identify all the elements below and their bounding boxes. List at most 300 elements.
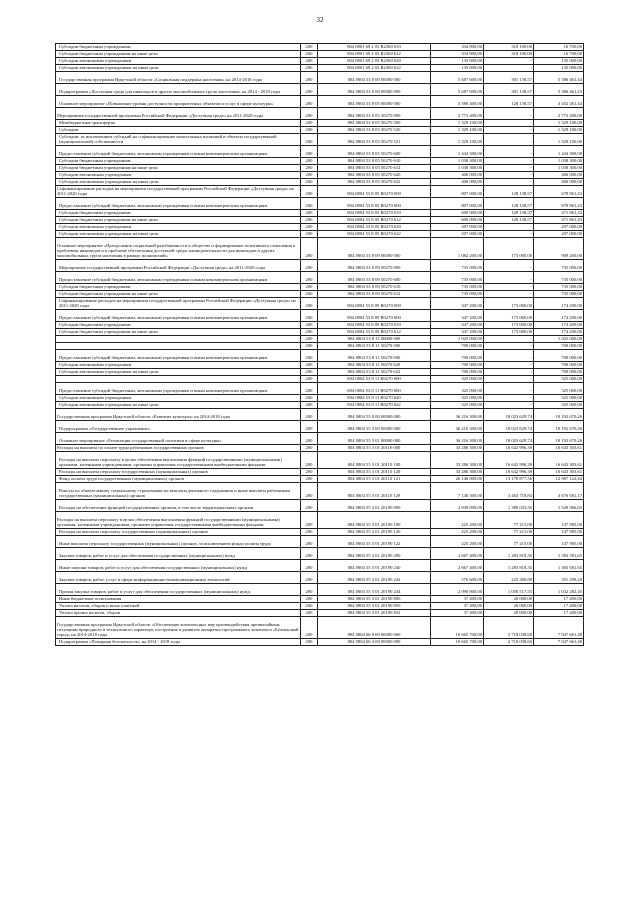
row-name-cell: Мероприятия государственной программы Российской Федерации «Доступная среда» на 2011-2020 годы: [56, 108, 301, 120]
row-remaining-amount-cell: 1 383 581,65: [534, 560, 584, 572]
row-remaining-amount-cell: 678 861,43: [534, 198, 584, 210]
row-code-cell: 200: [301, 639, 318, 646]
row-approved-amount-cell: 1 038 300,00: [431, 158, 484, 165]
row-code-cell: 200: [301, 179, 318, 186]
row-code-cell: 200: [301, 483, 318, 500]
row-classification-cell: 804 0804 53 8 09 R0270 600: [318, 310, 431, 322]
row-approved-amount-cell: 735 000,00: [431, 284, 484, 291]
row-classification-cell: 804 0804 53 8 05 50270 622: [318, 179, 431, 186]
row-executed-amount-cell: 13 178 877,56: [484, 476, 534, 483]
table-row: [56, 84, 584, 96]
row-classification-cell: 804 0801 69 2 03 R2360 612: [318, 51, 431, 58]
row-executed-amount-cell: 173 000,00: [484, 298, 534, 310]
table-row: [56, 44, 584, 51]
row-code-cell: 200: [301, 238, 318, 260]
row-remaining-amount-cell: 7 947 661,40: [534, 639, 584, 646]
row-approved-amount-cell: 600 000,00: [431, 210, 484, 217]
row-executed-amount-cell: 318 100,00: [484, 51, 534, 58]
table-row: [56, 383, 584, 395]
row-name-cell: Предоставление субсидий бюджетным, автономным учреждениям и иным некоммерческим организациям: [56, 350, 301, 362]
row-approved-amount-cell: 33 286 300,00: [431, 445, 484, 452]
row-code-cell: 200: [301, 58, 318, 65]
row-remaining-amount-cell: 678 861,43: [534, 186, 584, 198]
row-approved-amount-cell: 576 600,00: [431, 572, 484, 584]
row-name-cell: Субсидии бюджетным учреждениям: [56, 44, 301, 51]
row-remaining-amount-cell: 207 000,00: [534, 224, 584, 231]
table-row: [56, 291, 584, 298]
row-remaining-amount-cell: 3 676 581,17: [534, 483, 584, 500]
row-approved-amount-cell: 2 773 400,00: [431, 108, 484, 120]
row-name-cell: Основное мероприятие «Преодоление социальной разобщенности в обществе и формирование позитивного отношения к проблемам инвалидов и к проблеме обеспечения доступной среды жизнедеятельности для инвалидов и других маломобильных групп населения в рамках полномочий»: [56, 238, 301, 260]
row-name-cell: Мероприятия государственной программы Российской Федерации «Доступная среда» на 2011-2020 годы: [56, 260, 301, 272]
table-row: [56, 120, 584, 127]
row-approved-amount-cell: 5 687 600,00: [431, 72, 484, 84]
row-executed-amount-cell: -: [484, 120, 534, 127]
row-approved-amount-cell: 1 329 100,00: [431, 127, 484, 134]
row-name-cell: Предоставление субсидий бюджетным, автономным учреждениям и иным некоммерческим организациям: [56, 198, 301, 210]
row-classification-cell: 804 0804 53 8 05 R0270 600: [318, 198, 431, 210]
row-name-cell: Закупка товаров, работ и услуг для обеспечения государственных (муниципальных) нужд: [56, 548, 301, 560]
row-remaining-amount-cell: 351 299,20: [534, 572, 584, 584]
row-approved-amount-cell: 334 800,00: [431, 51, 484, 58]
row-executed-amount-cell: 301 138,57: [484, 72, 534, 84]
row-classification-cell: 804 0804 55 3 01 20190 852: [318, 610, 431, 617]
row-executed-amount-cell: -: [484, 383, 534, 395]
table-row: [56, 231, 584, 238]
row-approved-amount-cell: 1 038 300,00: [431, 165, 484, 172]
row-classification-cell: 804 0804 53 8 09 50270 610: [318, 284, 431, 291]
table-row: [56, 421, 584, 433]
row-code-cell: 200: [301, 51, 318, 58]
row-approved-amount-cell: 36 216 300,00: [431, 409, 484, 421]
row-code-cell: 200: [301, 596, 318, 603]
row-approved-amount-cell: 347 200,00: [431, 329, 484, 336]
row-executed-amount-cell: -: [484, 65, 534, 72]
table-row: [56, 96, 584, 108]
row-classification-cell: 804 0801 69 2 03 R2360 610: [318, 44, 431, 51]
row-executed-amount-cell: 128 138,57: [484, 198, 534, 210]
row-classification-cell: 804 0804 53 8 11 R0270 600: [318, 383, 431, 395]
row-approved-amount-cell: 325 000,00: [431, 402, 484, 409]
row-remaining-amount-cell: 735 000,00: [534, 284, 584, 291]
row-classification-cell: 804 0804 53 8 09 R0270 610: [318, 322, 431, 329]
row-remaining-amount-cell: 700 000,00: [534, 343, 584, 350]
row-name-cell: Предоставление субсидий бюджетным, автономным учреждениям и иным некоммерческим организациям: [56, 383, 301, 395]
row-name-cell: Субсидии автономным учреждениям: [56, 172, 301, 179]
table-row: [56, 238, 584, 260]
table-row: [56, 469, 584, 476]
row-approved-amount-cell: 135 000,00: [431, 65, 484, 72]
row-code-cell: 200: [301, 224, 318, 231]
row-name-cell: Расходы на выплаты персоналу в целях обеспечения выполнения функций государственными (муниципальными) органами, казенными учреждениями, органами управления государственными внебюджетными фондами: [56, 512, 301, 529]
row-remaining-amount-cell: 1 329 100,00: [534, 134, 584, 146]
row-classification-cell: 804 0804 53 8 11 R0270 622: [318, 402, 431, 409]
row-approved-amount-cell: 406 000,00: [431, 179, 484, 186]
table-row: [56, 548, 584, 560]
row-code-cell: 200: [301, 329, 318, 336]
row-code-cell: 200: [301, 322, 318, 329]
row-name-cell: Иные закупки товаров, работ и услуг для обеспечения государственных (муниципальных) нужд: [56, 560, 301, 572]
row-remaining-amount-cell: 147 985,00: [534, 512, 584, 529]
row-executed-amount-cell: -: [484, 224, 534, 231]
row-executed-amount-cell: 16 642 996,39: [484, 469, 534, 476]
row-approved-amount-cell: 1 329 100,00: [431, 134, 484, 146]
row-name-cell: Субсидии бюджетным учреждениям: [56, 284, 301, 291]
row-name-cell: Взносы по обязательному социальному страхованию на выплаты денежного содержания и иные выплаты работникам государственных (муниципальных) органов: [56, 483, 301, 500]
row-code-cell: 200: [301, 572, 318, 584]
row-classification-cell: 804 0804 53 8 11 50270 620: [318, 362, 431, 369]
row-code-cell: 200: [301, 452, 318, 469]
row-classification-cell: 804 0804 55 3 01 20110 121: [318, 476, 431, 483]
row-remaining-amount-cell: 16 700,00: [534, 51, 584, 58]
row-executed-amount-cell: 18 023 629,74: [484, 421, 534, 433]
row-executed-amount-cell: 173 000,00: [484, 310, 534, 322]
row-name-cell: Подпрограмма «Доступная среда для инвалидов и других маломобильных групп населения» на 2014 - 2018 годы: [56, 84, 301, 96]
table-row: [56, 58, 584, 65]
row-name-cell: Субсидии автономным учреждениям: [56, 395, 301, 402]
table-row: [56, 329, 584, 336]
row-approved-amount-cell: 700 000,00: [431, 362, 484, 369]
row-executed-amount-cell: 3 463 718,83: [484, 483, 534, 500]
row-approved-amount-cell: 225 200,00: [431, 512, 484, 529]
row-approved-amount-cell: 2 667 400,00: [431, 560, 484, 572]
row-remaining-amount-cell: 1 383 581,65: [534, 548, 584, 560]
row-name-cell: Расходы на выплаты персоналу в целях обеспечения выполнения функций государственными (муниципальными) органами, казенными учреждениями, органами управления государственными внебюджетными фондами: [56, 452, 301, 469]
row-executed-amount-cell: 128 138,57: [484, 96, 534, 108]
table-row: [56, 584, 584, 596]
table-row: [56, 536, 584, 548]
row-name-cell: Субсидии бюджетным учреждениям: [56, 210, 301, 217]
row-name-cell: Субсидии автономным учреждениям на иные цели: [56, 65, 301, 72]
row-classification-cell: 804 0804 53 8 09 50270 612: [318, 291, 431, 298]
table-row: [56, 603, 584, 610]
row-approved-amount-cell: 325 000,00: [431, 376, 484, 383]
row-name-cell: Софинансирование расходов на мероприятия государственной программы Российской Федерации «Доступная среда» на 2011-2020 годы: [56, 298, 301, 310]
row-approved-amount-cell: 1 025 000,00: [431, 336, 484, 343]
row-remaining-amount-cell: 174 200,00: [534, 322, 584, 329]
row-remaining-amount-cell: 174 200,00: [534, 329, 584, 336]
row-name-cell: Субсидии автономным учреждениям: [56, 362, 301, 369]
row-code-cell: 200: [301, 310, 318, 322]
row-remaining-amount-cell: 1 329 100,00: [534, 120, 584, 127]
row-executed-amount-cell: -: [484, 402, 534, 409]
row-code-cell: 200: [301, 210, 318, 217]
row-remaining-amount-cell: 16 643 303,61: [534, 445, 584, 452]
table-row: [56, 433, 584, 445]
row-executed-amount-cell: 1 058 517,55: [484, 584, 534, 596]
row-code-cell: 200: [301, 291, 318, 298]
row-classification-cell: 804 0804 53 8 09 50270 600: [318, 272, 431, 284]
row-name-cell: Софинансирование расходов на мероприятия государственной программы Российской Федерации «Доступная среда» на 2011-2020 годы: [56, 186, 301, 198]
table-row: [56, 402, 584, 409]
row-remaining-amount-cell: 700 000,00: [534, 369, 584, 376]
row-classification-cell: 804 0804 55 3 01 20190 000: [318, 500, 431, 512]
row-executed-amount-cell: -: [484, 362, 534, 369]
row-approved-amount-cell: 735 000,00: [431, 291, 484, 298]
row-classification-cell: 804 0804 53 8 05 R0270 622: [318, 231, 431, 238]
row-code-cell: 200: [301, 536, 318, 548]
row-remaining-amount-cell: 735 000,00: [534, 260, 584, 272]
row-code-cell: 200: [301, 512, 318, 529]
table-row: [56, 146, 584, 158]
table-row: [56, 395, 584, 402]
row-classification-cell: 804 0804 53 8 05 R0270 610: [318, 210, 431, 217]
row-remaining-amount-cell: 18 192 670,26: [534, 421, 584, 433]
row-code-cell: 200: [301, 231, 318, 238]
row-name-cell: Расходы на обеспечение функций государственных органов, в том числе территориальных органов: [56, 500, 301, 512]
table-row: [56, 51, 584, 58]
row-code-cell: 200: [301, 217, 318, 224]
row-remaining-amount-cell: 1 444 300,00: [534, 146, 584, 158]
row-executed-amount-cell: 128 138,57: [484, 210, 534, 217]
row-code-cell: 200: [301, 610, 318, 617]
table-row: [56, 217, 584, 224]
row-executed-amount-cell: 16 642 996,39: [484, 452, 534, 469]
row-name-cell: Субсидии автономным учреждениям на иные цели: [56, 231, 301, 238]
row-approved-amount-cell: 3 580 400,00: [431, 96, 484, 108]
row-name-cell: Подпрограмма «Пожарная безопасность» на 2014 - 2018 годы: [56, 639, 301, 646]
row-classification-cell: 804 0804 55 3 01 20190 100: [318, 512, 431, 529]
table-row: [56, 260, 584, 272]
row-classification-cell: 804 0804 53 8 05 50270 521: [318, 134, 431, 146]
row-executed-amount-cell: -: [484, 395, 534, 402]
row-remaining-amount-cell: 1 025 000,00: [534, 336, 584, 343]
table-row: [56, 362, 584, 369]
table-row: [56, 172, 584, 179]
table-row: [56, 350, 584, 362]
row-executed-amount-cell: -: [484, 179, 534, 186]
row-remaining-amount-cell: 147 985,00: [534, 536, 584, 548]
row-classification-cell: 804 0804 55 3 01 20190 242: [318, 572, 431, 584]
table-row: [56, 198, 584, 210]
row-approved-amount-cell: 325 000,00: [431, 383, 484, 395]
row-remaining-amount-cell: 1 038 300,00: [534, 165, 584, 172]
row-remaining-amount-cell: 16 643 303,61: [534, 452, 584, 469]
row-code-cell: 200: [301, 298, 318, 310]
row-executed-amount-cell: 18 023 629,74: [484, 433, 534, 445]
row-classification-cell: 804 0804 53 8 09 00000 000: [318, 238, 431, 260]
table-row: [56, 610, 584, 617]
row-name-cell: Расходы на выплаты по оплате труда работников государственных органов: [56, 445, 301, 452]
row-name-cell: Субсидии автономным учреждениям на иные цели: [56, 402, 301, 409]
table-row: [56, 343, 584, 350]
row-name-cell: Субсидии бюджетным учреждениям на иные цели: [56, 51, 301, 58]
row-name-cell: Предоставление субсидий бюджетным, автономным учреждениям и иным некоммерческим организациям: [56, 146, 301, 158]
row-name-cell: Подпрограмма «Государственное управление»: [56, 421, 301, 433]
row-name-cell: Субсидии автономным учреждениям: [56, 58, 301, 65]
table-row: [56, 617, 584, 639]
row-code-cell: 200: [301, 65, 318, 72]
row-code-cell: 200: [301, 469, 318, 476]
row-executed-amount-cell: -: [484, 108, 534, 120]
row-classification-cell: 804 0804 53 8 05 50270 620: [318, 172, 431, 179]
row-classification-cell: 804 0804 53 8 05 00000 000: [318, 96, 431, 108]
row-classification-cell: 804 0804 55 3 01 20190 244: [318, 584, 431, 596]
row-executed-amount-cell: 20 000,00: [484, 603, 534, 610]
row-executed-amount-cell: 1 283 818,35: [484, 560, 534, 572]
row-classification-cell: 804 0804 53 8 05 50270 500: [318, 120, 431, 127]
row-classification-cell: 804 0804 53 8 09 R0270 000: [318, 298, 431, 310]
row-classification-cell: 804 0804 53 8 05 50270 520: [318, 127, 431, 134]
row-code-cell: 200: [301, 260, 318, 272]
row-name-cell: Основное мероприятие «Повышение уровня доступности приоритетных объектов и услуг в сфере культуры»: [56, 96, 301, 108]
row-name-cell: Иные бюджетные ассигнования: [56, 596, 301, 603]
row-code-cell: 200: [301, 158, 318, 165]
row-approved-amount-cell: 347 200,00: [431, 322, 484, 329]
row-approved-amount-cell: 735 000,00: [431, 260, 484, 272]
row-name-cell: Иные выплаты персоналу государственных (муниципальных) органов, за исключением фонда оплаты труда: [56, 536, 301, 548]
row-classification-cell: 804 0804 55 3 01 20190 120: [318, 529, 431, 536]
row-executed-amount-cell: -: [484, 336, 534, 343]
row-classification-cell: 804 0801 69 2 03 R2360 622: [318, 65, 431, 72]
table-row: [56, 445, 584, 452]
row-remaining-amount-cell: 3 452 261,43: [534, 96, 584, 108]
table-row: [56, 639, 584, 646]
row-remaining-amount-cell: 471 861,43: [534, 210, 584, 217]
table-row: [56, 210, 584, 217]
row-remaining-amount-cell: 7 947 661,40: [534, 617, 584, 639]
row-classification-cell: 804 0804 55 3 01 20110 129: [318, 483, 431, 500]
table-row: [56, 272, 584, 284]
row-remaining-amount-cell: 174 200,00: [534, 298, 584, 310]
row-approved-amount-cell: 33 286 300,00: [431, 469, 484, 476]
budget-table: [55, 43, 584, 646]
row-executed-amount-cell: 128 138,57: [484, 186, 534, 198]
row-code-cell: 200: [301, 44, 318, 51]
row-approved-amount-cell: 2 667 400,00: [431, 548, 484, 560]
row-classification-cell: 804 0804 53 8 05 R0270 000: [318, 186, 431, 198]
row-remaining-amount-cell: 207 000,00: [534, 231, 584, 238]
row-code-cell: 200: [301, 445, 318, 452]
row-approved-amount-cell: 33 286 300,00: [431, 452, 484, 469]
row-code-cell: 200: [301, 500, 318, 512]
row-classification-cell: 804 0804 53 8 11 50270 622: [318, 369, 431, 376]
row-executed-amount-cell: 2 718 038,60: [484, 639, 534, 646]
row-name-cell: Основное мероприятие «Реализация государственной политики в сфере культуры»: [56, 433, 301, 445]
row-executed-amount-cell: 173 000,00: [484, 329, 534, 336]
row-classification-cell: 804 0804 53 8 05 R0270 612: [318, 217, 431, 224]
row-classification-cell: 804 0804 53 8 11 R0270 620: [318, 395, 431, 402]
row-remaining-amount-cell: 174 200,00: [534, 310, 584, 322]
row-name-cell: Субсидии бюджетным учреждениям на иные цели: [56, 291, 301, 298]
row-executed-amount-cell: -: [484, 350, 534, 362]
row-approved-amount-cell: 10 665 700,00: [431, 617, 484, 639]
row-remaining-amount-cell: 17 400,00: [534, 610, 584, 617]
row-approved-amount-cell: 1 444 300,00: [431, 146, 484, 158]
row-name-cell: Государственная программа Иркутской области «Обеспечение комплексных мер противодействия чрезвычайным ситуациям природного и техногенного характера, построение и развитие аппаратно-программного комплекса «Безопасный город» на 2014-2018 годы: [56, 617, 301, 639]
row-remaining-amount-cell: 735 000,00: [534, 291, 584, 298]
row-name-cell: Государственная программа Иркутской области «Развитие культуры» на 2014-2018 годы: [56, 409, 301, 421]
row-name-cell: Субсидии бюджетным учреждениям на иные цели: [56, 217, 301, 224]
row-classification-cell: 804 0804 53 8 11 R0270 000: [318, 376, 431, 383]
row-executed-amount-cell: 318 100,00: [484, 44, 534, 51]
row-approved-amount-cell: 600 000,00: [431, 217, 484, 224]
row-approved-amount-cell: 347 200,00: [431, 298, 484, 310]
row-executed-amount-cell: -: [484, 165, 534, 172]
row-code-cell: 200: [301, 383, 318, 395]
row-classification-cell: 804 0804 55 3 01 20190 200: [318, 548, 431, 560]
table-row: [56, 322, 584, 329]
table-row: [56, 560, 584, 572]
row-executed-amount-cell: -: [484, 343, 534, 350]
row-code-cell: 200: [301, 146, 318, 158]
row-approved-amount-cell: 5 687 600,00: [431, 84, 484, 96]
row-classification-cell: 804 0801 69 2 03 R2360 620: [318, 58, 431, 65]
row-code-cell: 200: [301, 172, 318, 179]
row-executed-amount-cell: 128 138,57: [484, 217, 534, 224]
row-name-cell: Межбюджетные трансферты: [56, 120, 301, 127]
row-approved-amount-cell: 325 000,00: [431, 395, 484, 402]
row-executed-amount-cell: -: [484, 58, 534, 65]
row-code-cell: 200: [301, 433, 318, 445]
row-remaining-amount-cell: 1 329 100,00: [534, 127, 584, 134]
row-remaining-amount-cell: 1 032 282,45: [534, 584, 584, 596]
row-name-cell: [56, 376, 301, 383]
row-code-cell: 200: [301, 343, 318, 350]
row-classification-cell: 804 0804 66 0 00 00000 000: [318, 617, 431, 639]
page-number: 32: [316, 16, 324, 24]
row-executed-amount-cell: 173 000,00: [484, 322, 534, 329]
row-executed-amount-cell: 18 023 629,74: [484, 409, 534, 421]
row-approved-amount-cell: 700 000,00: [431, 369, 484, 376]
row-name-cell: Закупка товаров, работ, услуг в сфере информационно-коммуникационных технологий: [56, 572, 301, 584]
row-approved-amount-cell: 26 146 000,00: [431, 476, 484, 483]
row-approved-amount-cell: 700 000,00: [431, 350, 484, 362]
row-classification-cell: 804 0804 53 8 05 50270 612: [318, 165, 431, 172]
row-remaining-amount-cell: 735 000,00: [534, 272, 584, 284]
row-code-cell: 200: [301, 529, 318, 536]
row-classification-cell: 804 0804 53 8 05 R0270 620: [318, 224, 431, 231]
row-approved-amount-cell: 207 000,00: [431, 231, 484, 238]
table-row: [56, 65, 584, 72]
row-code-cell: 200: [301, 409, 318, 421]
row-remaining-amount-cell: 18 192 670,26: [534, 433, 584, 445]
row-approved-amount-cell: 207 000,00: [431, 224, 484, 231]
row-approved-amount-cell: 36 216 300,00: [431, 421, 484, 433]
row-approved-amount-cell: 2 930 000,00: [431, 500, 484, 512]
row-classification-cell: 804 0804 53 8 05 50270 600: [318, 146, 431, 158]
row-remaining-amount-cell: 406 000,00: [534, 172, 584, 179]
row-approved-amount-cell: 2 090 800,00: [431, 584, 484, 596]
row-code-cell: 200: [301, 336, 318, 343]
row-executed-amount-cell: 16 642 996,39: [484, 445, 534, 452]
row-executed-amount-cell: 20 000,00: [484, 610, 534, 617]
row-remaining-amount-cell: 16 700,00: [534, 44, 584, 51]
row-classification-cell: 804 0804 53 8 09 R0270 612: [318, 329, 431, 336]
row-name-cell: Предоставление субсидий бюджетным, автономным учреждениям и иным некоммерческим организациям: [56, 272, 301, 284]
row-code-cell: 200: [301, 369, 318, 376]
table-row: [56, 409, 584, 421]
row-remaining-amount-cell: 18 192 670,26: [534, 409, 584, 421]
table-row: [56, 127, 584, 134]
row-code-cell: 200: [301, 362, 318, 369]
row-name-cell: Субсидии автономным учреждениям: [56, 224, 301, 231]
row-name-cell: Государственная программа Иркутской области «Социальная поддержка населения» на 2014-2018 годы: [56, 72, 301, 84]
row-name-cell: Субсидии автономным учреждениям на иные цели: [56, 179, 301, 186]
row-executed-amount-cell: 2 718 038,60: [484, 617, 534, 639]
row-name-cell: [56, 336, 301, 343]
row-classification-cell: 804 0804 55 3 01 20110 120: [318, 469, 431, 476]
row-name-cell: Субсидии: [56, 127, 301, 134]
row-approved-amount-cell: 807 000,00: [431, 198, 484, 210]
row-executed-amount-cell: -: [484, 146, 534, 158]
row-remaining-amount-cell: 325 000,00: [534, 402, 584, 409]
table-row: [56, 134, 584, 146]
row-name-cell: Субсидии бюджетным учреждениям: [56, 322, 301, 329]
row-approved-amount-cell: 1 329 100,00: [431, 120, 484, 127]
row-approved-amount-cell: 10 665 700,00: [431, 639, 484, 646]
row-name-cell: Фонд оплаты труда государственных (муниципальных) органов: [56, 476, 301, 483]
